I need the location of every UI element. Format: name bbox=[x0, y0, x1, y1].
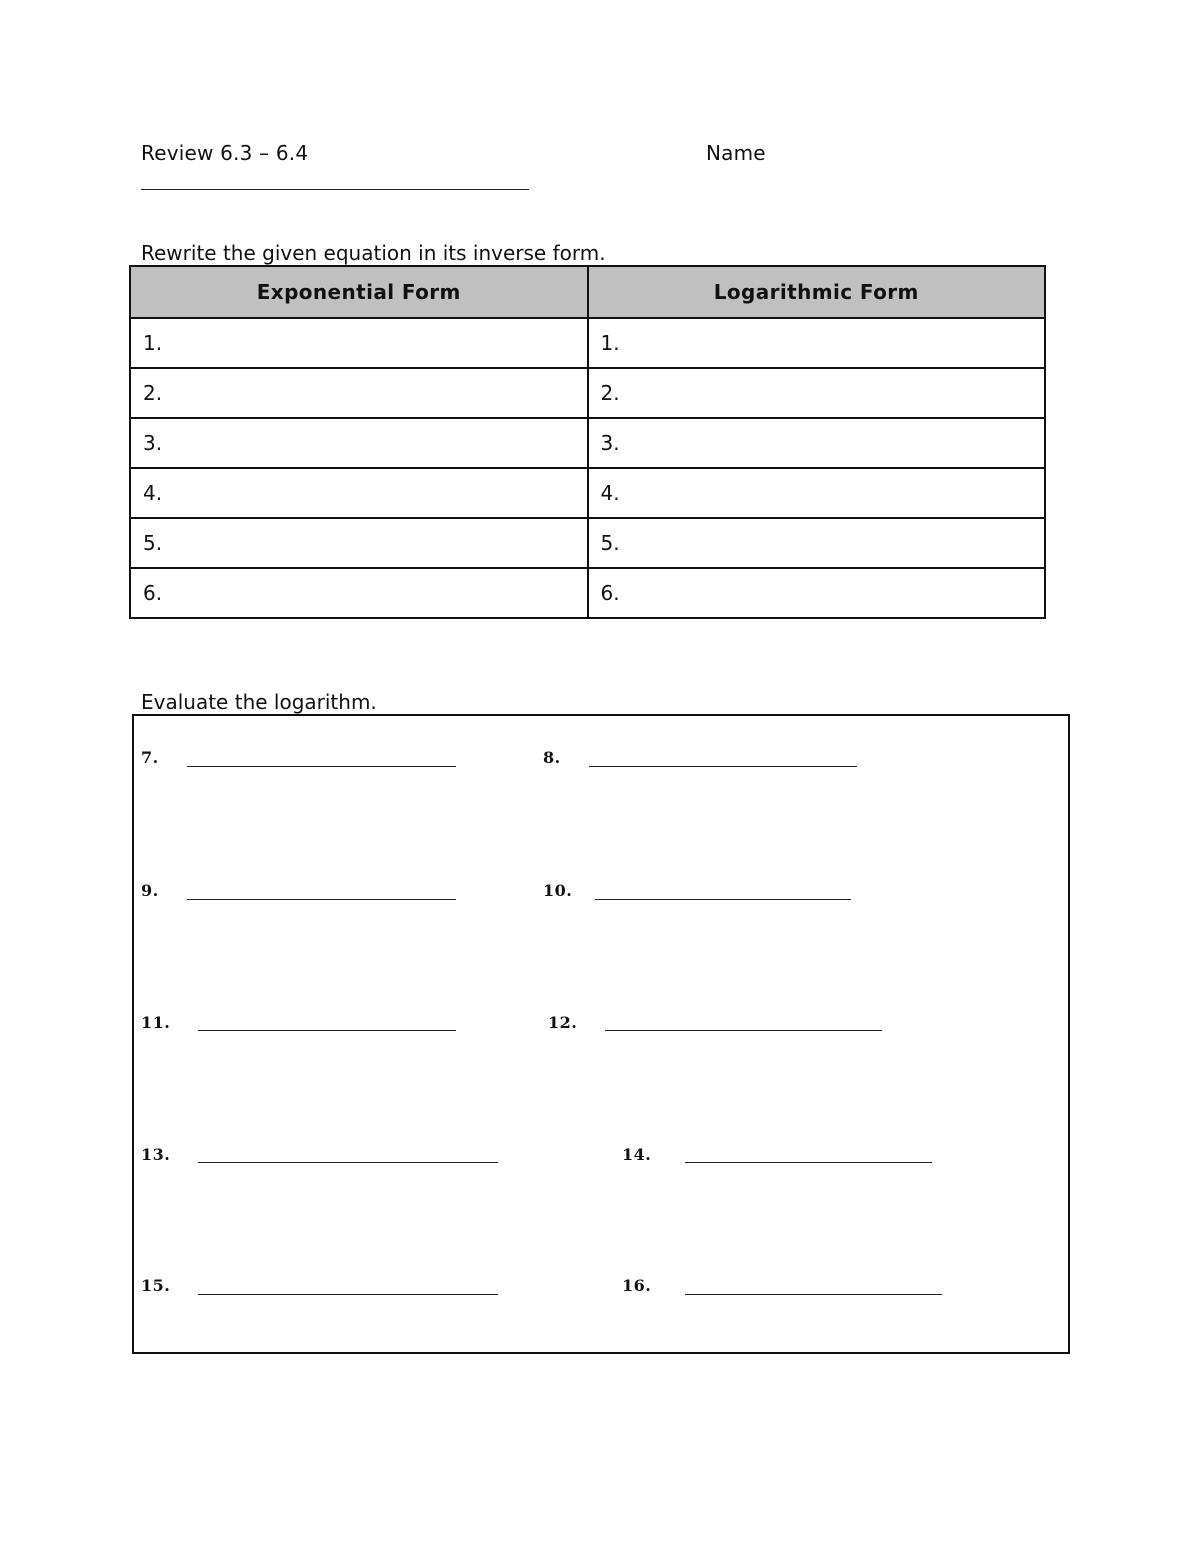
exponential-form-header: Exponential Form bbox=[130, 266, 588, 318]
question-number: 10. bbox=[543, 881, 573, 900]
table-row bbox=[130, 318, 1045, 368]
name-blank-line[interactable] bbox=[141, 189, 529, 190]
table-row bbox=[130, 368, 1045, 418]
exponential-cell[interactable]: 4. bbox=[130, 468, 588, 518]
inverse-form-instruction: Rewrite the given equation in its inverse form. bbox=[141, 241, 606, 265]
name-label: Name bbox=[706, 141, 766, 165]
worksheet-title: Review 6.3 – 6.4 bbox=[141, 141, 309, 165]
logarithmic-cell[interactable]: 6. bbox=[588, 568, 1046, 618]
evaluate-answer-box bbox=[132, 714, 1070, 1354]
answer-line[interactable] bbox=[198, 1162, 498, 1163]
answer-line[interactable] bbox=[187, 899, 456, 900]
table-row bbox=[130, 468, 1045, 518]
answer-line[interactable] bbox=[685, 1294, 942, 1295]
question-number: 14. bbox=[622, 1145, 652, 1164]
logarithmic-cell[interactable]: 1. bbox=[588, 318, 1046, 368]
logarithmic-cell[interactable]: 3. bbox=[588, 418, 1046, 468]
exponential-cell[interactable]: 2. bbox=[130, 368, 588, 418]
question-number: 9. bbox=[141, 881, 159, 900]
answer-line[interactable] bbox=[605, 1030, 882, 1031]
question-number: 8. bbox=[543, 748, 561, 767]
exponential-cell[interactable]: 6. bbox=[130, 568, 588, 618]
logarithmic-cell[interactable]: 2. bbox=[588, 368, 1046, 418]
logarithmic-form-header: Logarithmic Form bbox=[588, 266, 1046, 318]
inverse-form-table bbox=[129, 265, 1046, 619]
answer-line[interactable] bbox=[187, 766, 456, 767]
answer-line[interactable] bbox=[685, 1162, 932, 1163]
table-row bbox=[130, 518, 1045, 568]
answer-line[interactable] bbox=[198, 1030, 456, 1031]
question-number: 12. bbox=[548, 1013, 578, 1032]
question-number: 11. bbox=[141, 1013, 171, 1032]
answer-line[interactable] bbox=[589, 766, 857, 767]
exponential-cell[interactable]: 3. bbox=[130, 418, 588, 468]
logarithmic-cell[interactable]: 5. bbox=[588, 518, 1046, 568]
question-number: 16. bbox=[622, 1276, 652, 1295]
table-row bbox=[130, 418, 1045, 468]
logarithmic-cell[interactable]: 4. bbox=[588, 468, 1046, 518]
exponential-cell[interactable]: 5. bbox=[130, 518, 588, 568]
question-number: 15. bbox=[141, 1276, 171, 1295]
answer-line[interactable] bbox=[595, 899, 851, 900]
question-number: 13. bbox=[141, 1145, 171, 1164]
exponential-cell[interactable]: 1. bbox=[130, 318, 588, 368]
question-number: 7. bbox=[141, 748, 159, 767]
table-row bbox=[130, 568, 1045, 618]
table-header-row bbox=[130, 266, 1045, 318]
answer-line[interactable] bbox=[198, 1294, 498, 1295]
evaluate-instruction: Evaluate the logarithm. bbox=[141, 690, 377, 714]
